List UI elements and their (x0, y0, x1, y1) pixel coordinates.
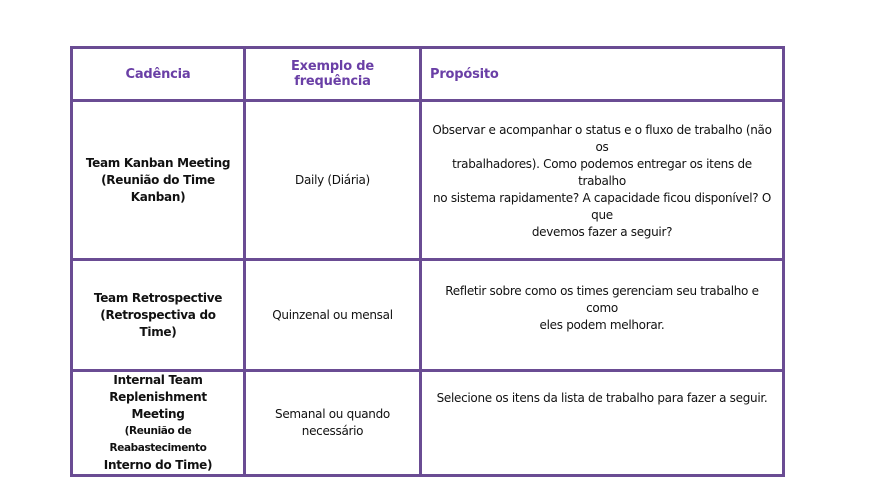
purpose-cell (421, 371, 784, 476)
frequency-line: Semanal ou quando (275, 407, 390, 421)
table-row (72, 260, 784, 371)
cadence-cell (72, 260, 245, 371)
purpose-line: devemos fazer a seguir? (531, 225, 673, 239)
frequency-line: Quinzenal ou mensal (272, 307, 393, 322)
frequency-line: necessário (301, 424, 364, 438)
frequency-cell (245, 260, 421, 371)
header-purpose: Propósito (421, 48, 784, 101)
header-row (72, 48, 784, 101)
cadence-cell (72, 371, 245, 476)
cadence-line: Team Retrospective (93, 290, 223, 305)
header-cadence: Cadência (72, 48, 245, 101)
cadence-line: (Retrospectiva do (100, 307, 216, 322)
cadence-line: Internal Team (113, 373, 203, 387)
table-row (72, 371, 784, 476)
purpose-line: no sistema rapidamente? A capacidade ficou disponível? O que (432, 191, 772, 222)
frequency-cell (245, 371, 421, 476)
purpose-line: trabalhadores). Como podemos entregar os itens de trabalho (452, 157, 752, 188)
purpose-cell (421, 101, 784, 260)
cadence-line: Replenishment Meeting (109, 390, 207, 421)
table-row (72, 101, 784, 260)
purpose-line: Refletir sobre como os times gerenciam seu trabalho e como (445, 284, 759, 315)
cadence-line: Time) (139, 324, 177, 339)
cadence-cell (72, 101, 245, 260)
cadence-line: (Reunião do Time Kanban) (101, 172, 215, 204)
header-frequency: Exemplo de frequência (245, 48, 421, 101)
purpose-line: eles podem melhorar. (539, 318, 665, 332)
purpose-cell (421, 260, 784, 371)
purpose-line: Observar e acompanhar o status e o fluxo de trabalho (não os (432, 123, 772, 154)
cadence-line: Interno do Time) (103, 458, 213, 472)
purpose-line: Selecione os itens da lista de trabalho para fazer a seguir. (436, 391, 768, 405)
cadence-table (70, 46, 785, 477)
frequency-line: Daily (Diária) (295, 172, 370, 187)
frequency-cell (245, 101, 421, 260)
cadence-line: (Reunião de Reabastecimento (109, 425, 207, 454)
cadence-line: Team Kanban Meeting (85, 155, 231, 170)
